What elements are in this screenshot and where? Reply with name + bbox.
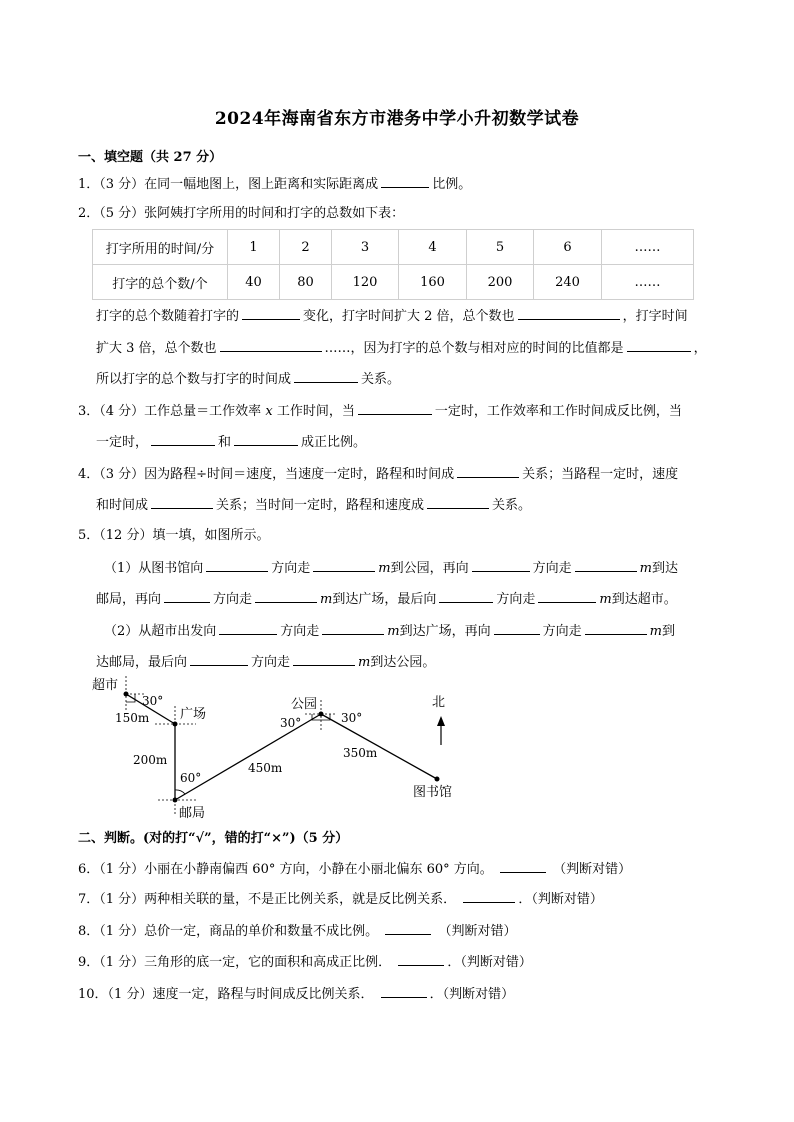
question-5-part-2-line-1: （2）从超市出发向 方向走 m到达广场，再向 方向走 m到 [104, 621, 675, 641]
question-5-part-1-line-1: （1）从图书馆向 方向走 m到公园，再向 方向走 m到达 [104, 558, 678, 578]
question-2-intro: 2．（5 分）张阿姨打字所用的时间和打字的总数如下表： [78, 206, 405, 221]
section-2-heading: 二、判断。(对的打“√”，错的打“×”)（5 分） [78, 831, 349, 846]
supermarket-point [124, 692, 129, 697]
table-cell: 160 [399, 265, 467, 300]
north-arrow-head-icon [437, 716, 445, 726]
question-5-part-2-line-2: 达邮局，最后向 方向走 m到达公园。 [96, 652, 435, 672]
answer-blank[interactable] [463, 889, 515, 903]
table-cell: …… [602, 230, 694, 265]
question-10: 10．（1 分）速度一定，路程与时间成反比例关系． ．（判断对错） [78, 984, 514, 1004]
answer-blank[interactable] [500, 859, 546, 873]
label-north: 北 [432, 695, 446, 710]
question-1: 1．（3 分）在同一幅地图上，图上距离和实际距离成 比例。 [78, 174, 471, 194]
label-dist-supermarket-plaza: 150m [115, 711, 150, 725]
table-cell: 2 [280, 230, 332, 265]
table-cell: 40 [228, 265, 280, 300]
question-2-line-2: 扩大 3 倍，总个数也 ……，因为打字的总个数与相对应的时间的比值都是 ， [96, 338, 707, 358]
table-cell: 1 [228, 230, 280, 265]
label-dist-post-park: 450m [248, 761, 283, 775]
angle-arc [175, 790, 185, 794]
table-cell: 5 [467, 230, 534, 265]
question-6: 6．（1 分）小丽在小静南偏西 60° 方向，小静在小丽北偏东 60° 方向。 （判断对错） [78, 859, 631, 879]
label-supermarket: 超市 [92, 678, 119, 693]
label-angle-park-right: 30° [341, 711, 363, 725]
question-2-line-1: 打字的总个数随着打字的 变化，打字时间扩大 2 倍，总个数也 ，打字时间 [96, 306, 688, 326]
label-dist-park-library: 350m [343, 746, 378, 760]
park-point [319, 712, 324, 717]
label-park: 公园 [291, 697, 318, 712]
post-office-point [173, 798, 178, 803]
library-point [435, 777, 440, 782]
page-title: 2024年海南省东方市港务中学小升初数学试卷 [214, 109, 580, 129]
label-angle-post: 60° [180, 771, 202, 785]
table-cell: 80 [280, 265, 332, 300]
question-4-line-1: 4．（3 分）因为路程÷时间＝速度，当速度一定时，路程和时间成 关系；当路程一定时，速度 [78, 464, 678, 484]
table-cell: 200 [467, 265, 534, 300]
question-2-line-3: 所以打字的总个数与打字的时间成 关系。 [96, 369, 400, 389]
section-1-heading: 一、填空题（共 27 分） [78, 150, 223, 165]
question-3-line-1: 3．（4 分）工作总量＝工作效率 x 工作时间，当 一定时，工作效率和工作时间成反比例，当 [78, 401, 682, 421]
table-cell: 3 [332, 230, 399, 265]
label-plaza: 广场 [180, 707, 207, 722]
table-cell: …… [602, 265, 694, 300]
plaza-point [173, 722, 178, 727]
question-9: 9．（1 分）三角形的底一定，它的面积和高成正比例． ．（判断对错） [78, 952, 532, 972]
question-4-line-2: 和时间成 关系；当时间一定时，路程和速度成 关系。 [96, 495, 531, 515]
question-3-line-2: 一定时， 和 成正比例。 [96, 432, 366, 452]
table-cell: 4 [399, 230, 467, 265]
table-cell: 6 [534, 230, 602, 265]
question-5-part-1-line-2: 邮局，再向 方向走 m到达广场，最后向 方向走 m到达超市。 [96, 589, 677, 609]
label-library: 图书馆 [413, 785, 453, 800]
question-5-intro: 5．（12 分）填一填，如图所示。 [78, 528, 270, 543]
question-8: 8．（1 分）总价一定，商品的单价和数量不成比例。 （判断对错） [78, 921, 516, 941]
label-dist-plaza-post: 200m [133, 753, 168, 767]
table-cell: 240 [534, 265, 602, 300]
answer-blank[interactable] [385, 921, 431, 935]
label-angle-park-left: 30° [280, 716, 302, 730]
question-7: 7．（1 分）两种相关联的量，不是正比例关系，就是反比例关系． ．（判断对错） [78, 889, 603, 909]
path-park-library [321, 714, 437, 779]
table-cell: 120 [332, 265, 399, 300]
label-angle-supermarket: 30° [142, 694, 164, 708]
answer-blank[interactable] [381, 984, 427, 998]
answer-blank[interactable] [398, 952, 444, 966]
table-row-label: 打字的总个数/个 [93, 265, 228, 300]
label-post-office: 邮局 [179, 806, 206, 821]
table-row-label: 打字所用的时间/分 [93, 230, 228, 265]
